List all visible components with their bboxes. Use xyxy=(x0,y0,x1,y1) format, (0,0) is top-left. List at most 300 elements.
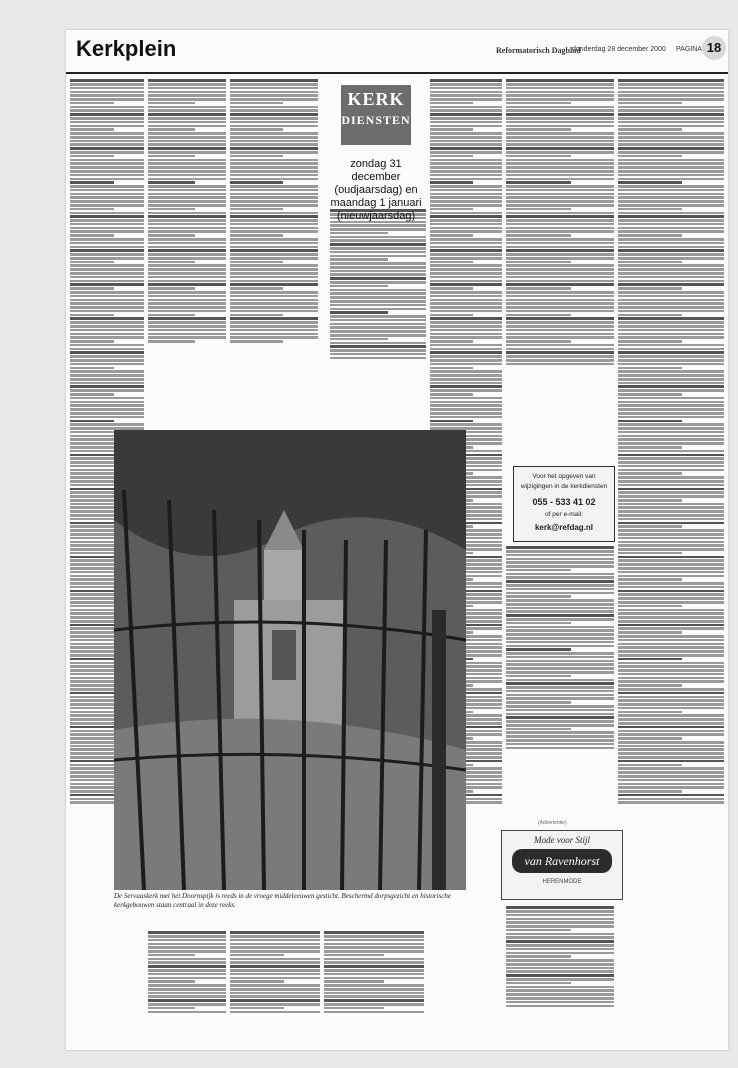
text-line xyxy=(430,246,502,249)
text-line xyxy=(430,336,502,339)
text-line xyxy=(506,181,571,184)
text-line xyxy=(148,958,226,961)
text-line xyxy=(70,219,144,222)
text-line xyxy=(230,91,318,94)
text-line xyxy=(330,258,388,261)
text-line xyxy=(148,272,226,275)
text-line xyxy=(618,571,724,574)
text-line xyxy=(618,718,724,721)
text-line xyxy=(506,986,614,989)
text-line xyxy=(618,212,724,215)
text-line xyxy=(330,296,426,299)
text-line xyxy=(148,257,226,260)
text-line xyxy=(148,242,226,245)
text-line xyxy=(230,94,318,97)
text-line xyxy=(230,246,318,249)
text-line xyxy=(506,106,614,109)
text-line xyxy=(618,242,724,245)
text-line xyxy=(148,193,226,196)
text-line xyxy=(430,295,502,298)
text-line xyxy=(230,329,318,332)
text-line xyxy=(506,170,614,173)
text-line xyxy=(506,128,571,131)
text-line xyxy=(70,408,144,411)
text-line xyxy=(330,251,426,254)
text-line xyxy=(70,658,114,661)
text-line xyxy=(230,113,318,116)
text-line xyxy=(506,355,614,358)
text-line xyxy=(430,234,473,237)
notice-email: kerk@refdag.nl xyxy=(534,523,594,532)
text-line xyxy=(430,143,502,146)
text-line xyxy=(506,200,614,203)
text-line xyxy=(330,353,426,356)
text-line xyxy=(506,109,614,112)
text-line xyxy=(430,412,502,415)
text-line xyxy=(618,480,724,483)
text-line xyxy=(506,948,614,951)
text-line xyxy=(506,720,614,723)
text-line xyxy=(230,98,318,101)
text-line xyxy=(618,382,724,385)
text-line xyxy=(506,963,614,966)
text-line xyxy=(430,121,502,124)
text-line xyxy=(148,109,226,112)
text-line xyxy=(506,633,614,636)
text-line xyxy=(506,595,571,598)
advertisement-label: (Advertentie) xyxy=(538,820,567,826)
text-line xyxy=(70,181,114,184)
text-line xyxy=(506,302,614,305)
text-line xyxy=(70,283,144,286)
text-line xyxy=(148,291,226,294)
text-line xyxy=(70,306,144,309)
section-title: Kerkplein xyxy=(76,36,177,61)
text-line xyxy=(506,136,614,139)
text-line xyxy=(330,277,426,280)
text-line xyxy=(148,1011,226,1014)
text-line xyxy=(148,287,195,290)
text-line xyxy=(70,98,144,101)
text-line xyxy=(618,215,724,218)
text-line xyxy=(430,223,502,226)
text-line xyxy=(430,185,502,188)
text-line xyxy=(506,648,571,651)
text-line xyxy=(70,208,114,211)
text-line xyxy=(506,249,614,252)
text-line xyxy=(618,147,724,150)
text-line xyxy=(618,722,724,725)
listing-column-3 xyxy=(230,78,318,428)
text-line xyxy=(70,605,114,608)
text-line xyxy=(230,317,318,320)
text-line xyxy=(430,283,502,286)
page-header xyxy=(66,30,728,74)
text-line xyxy=(430,212,502,215)
text-line xyxy=(230,314,283,317)
text-line xyxy=(618,612,724,615)
text-line xyxy=(506,1001,614,1004)
text-line xyxy=(618,552,682,555)
text-line xyxy=(148,200,226,203)
text-line xyxy=(506,626,614,629)
text-line xyxy=(230,174,318,177)
text-line xyxy=(618,340,682,343)
text-line xyxy=(430,215,502,218)
text-line xyxy=(230,958,320,961)
text-line xyxy=(618,280,724,283)
text-line xyxy=(506,162,614,165)
text-line xyxy=(618,397,724,400)
text-line xyxy=(506,959,614,962)
text-line xyxy=(618,261,682,264)
text-line xyxy=(506,697,614,700)
text-line xyxy=(506,351,614,354)
text-line xyxy=(506,921,614,924)
text-line xyxy=(618,631,682,634)
text-line xyxy=(330,247,426,250)
text-line xyxy=(230,166,318,169)
text-line xyxy=(618,616,724,619)
text-line xyxy=(70,204,144,207)
text-line xyxy=(148,128,195,131)
text-line xyxy=(618,306,724,309)
text-line xyxy=(618,714,724,717)
text-line xyxy=(618,246,724,249)
text-line xyxy=(430,385,502,388)
text-line xyxy=(324,965,424,968)
text-line xyxy=(618,635,724,638)
text-line xyxy=(148,136,226,139)
text-line xyxy=(618,756,724,759)
text-line xyxy=(70,295,144,298)
text-line xyxy=(618,650,724,653)
text-line xyxy=(506,291,614,294)
text-line xyxy=(70,325,144,328)
text-line xyxy=(148,931,226,934)
text-line xyxy=(506,641,614,644)
text-line xyxy=(148,132,226,135)
text-line xyxy=(430,132,502,135)
text-line xyxy=(506,174,614,177)
text-line xyxy=(70,412,144,415)
text-line xyxy=(70,336,144,339)
text-line xyxy=(618,109,724,112)
text-line xyxy=(506,561,614,564)
text-line xyxy=(618,435,724,438)
text-line xyxy=(618,506,724,509)
text-line xyxy=(506,208,571,211)
text-line xyxy=(148,117,226,120)
text-line xyxy=(70,314,114,317)
text-line xyxy=(506,584,614,587)
text-line xyxy=(148,314,195,317)
text-line xyxy=(70,370,144,373)
text-line xyxy=(148,261,195,264)
text-line xyxy=(230,980,284,983)
text-line xyxy=(430,174,502,177)
text-line xyxy=(430,299,502,302)
text-line xyxy=(148,988,226,991)
text-line xyxy=(230,208,283,211)
text-line xyxy=(430,242,502,245)
text-line xyxy=(148,1003,226,1006)
text-line xyxy=(70,385,144,388)
text-line xyxy=(230,272,318,275)
text-line xyxy=(70,711,114,714)
text-line xyxy=(618,677,724,680)
text-line xyxy=(506,675,571,678)
text-line xyxy=(506,219,614,222)
text-line xyxy=(618,767,724,770)
text-line xyxy=(148,321,226,324)
text-line xyxy=(506,98,614,101)
text-line xyxy=(330,239,426,242)
text-line xyxy=(230,181,283,184)
text-line xyxy=(330,315,426,318)
text-line xyxy=(506,1005,614,1008)
text-line xyxy=(70,272,144,275)
text-line xyxy=(330,319,426,322)
text-line xyxy=(148,174,226,177)
text-line xyxy=(618,113,724,116)
text-line xyxy=(70,155,114,158)
text-line xyxy=(70,246,144,249)
text-line xyxy=(70,166,144,169)
listing-column-6c xyxy=(506,905,614,1040)
text-line xyxy=(70,416,144,419)
text-line xyxy=(618,733,724,736)
text-line xyxy=(230,121,318,124)
text-line xyxy=(618,454,724,457)
text-line xyxy=(506,121,614,124)
text-line xyxy=(618,355,724,358)
text-line xyxy=(618,367,682,370)
text-line xyxy=(430,249,502,252)
text-line xyxy=(430,253,502,256)
text-line xyxy=(148,159,226,162)
text-line xyxy=(324,1003,424,1006)
church-fence-illustration xyxy=(114,430,466,890)
text-line xyxy=(506,102,571,105)
text-line xyxy=(324,992,424,995)
text-line xyxy=(430,208,473,211)
text-line xyxy=(506,317,614,320)
text-line xyxy=(618,578,682,581)
text-line xyxy=(618,283,724,286)
text-line xyxy=(506,143,614,146)
text-line xyxy=(430,196,502,199)
text-line xyxy=(230,261,283,264)
text-line xyxy=(506,329,614,332)
text-line xyxy=(618,143,724,146)
text-line xyxy=(618,684,682,687)
text-line xyxy=(148,1007,195,1010)
text-line xyxy=(618,696,724,699)
text-line xyxy=(506,592,614,595)
text-line xyxy=(430,359,502,362)
text-line xyxy=(506,227,614,230)
text-line xyxy=(148,102,195,105)
text-line xyxy=(330,285,388,288)
text-line xyxy=(324,1007,384,1010)
text-line xyxy=(148,98,226,101)
text-line xyxy=(230,946,320,949)
text-line xyxy=(618,446,682,449)
text-line xyxy=(230,132,318,135)
text-line xyxy=(506,242,614,245)
listing-column-bottom-1 xyxy=(148,930,226,1040)
text-line xyxy=(506,929,571,932)
text-line xyxy=(230,302,318,305)
text-line xyxy=(148,212,226,215)
text-line xyxy=(148,276,226,279)
text-line xyxy=(618,404,724,407)
text-line xyxy=(506,558,614,561)
text-line xyxy=(506,914,614,917)
text-line xyxy=(506,716,614,719)
text-line xyxy=(230,204,318,207)
text-line xyxy=(506,978,614,981)
text-line xyxy=(618,159,724,162)
text-line xyxy=(230,336,318,339)
text-line xyxy=(230,280,318,283)
text-line xyxy=(618,730,724,733)
text-line xyxy=(618,155,682,158)
text-line xyxy=(506,314,571,317)
text-line xyxy=(506,91,614,94)
text-line xyxy=(618,401,724,404)
text-line xyxy=(70,102,114,105)
text-line xyxy=(430,193,502,196)
text-line xyxy=(618,491,724,494)
text-line xyxy=(148,984,226,987)
notice-line-2: wijzigingen in de kerkdiensten xyxy=(520,483,608,490)
text-line xyxy=(230,242,318,245)
text-line xyxy=(618,794,724,797)
text-line xyxy=(70,170,144,173)
text-line xyxy=(618,102,682,105)
text-line xyxy=(430,393,473,396)
text-line xyxy=(70,196,144,199)
text-line xyxy=(618,590,724,593)
text-line xyxy=(618,476,724,479)
text-line xyxy=(430,367,473,370)
text-line xyxy=(230,253,318,256)
text-line xyxy=(506,178,614,181)
text-line xyxy=(618,174,724,177)
text-line xyxy=(618,779,724,782)
text-line xyxy=(506,652,614,655)
text-line xyxy=(618,268,724,271)
text-line xyxy=(506,940,614,943)
text-line xyxy=(70,280,144,283)
text-line xyxy=(148,268,226,271)
text-line xyxy=(148,185,226,188)
text-line xyxy=(506,739,614,742)
text-line xyxy=(618,790,682,793)
text-line xyxy=(430,128,473,131)
text-line xyxy=(430,230,502,233)
text-line xyxy=(506,933,614,936)
text-line xyxy=(506,125,614,128)
text-line xyxy=(618,223,724,226)
text-line xyxy=(230,193,318,196)
text-line xyxy=(430,238,502,241)
text-line xyxy=(324,1011,424,1014)
text-line xyxy=(230,321,318,324)
text-line xyxy=(506,724,614,727)
text-line xyxy=(148,215,226,218)
text-line xyxy=(430,389,502,392)
text-line xyxy=(618,348,724,351)
text-line xyxy=(430,147,502,150)
text-line xyxy=(618,408,724,411)
text-line xyxy=(430,314,473,317)
text-line xyxy=(148,155,195,158)
text-line xyxy=(230,988,320,991)
text-line xyxy=(330,300,426,303)
text-line xyxy=(506,340,571,343)
listing-column-4 xyxy=(330,208,426,408)
text-line xyxy=(230,306,318,309)
text-line xyxy=(70,397,144,400)
text-line xyxy=(618,378,724,381)
text-line xyxy=(330,338,388,341)
text-line xyxy=(70,193,144,196)
text-line xyxy=(430,109,502,112)
text-line xyxy=(506,87,614,90)
text-line xyxy=(148,306,226,309)
notice-box xyxy=(513,466,615,542)
text-line xyxy=(430,227,502,230)
text-line xyxy=(324,943,424,946)
text-line xyxy=(70,499,114,502)
text-line xyxy=(506,140,614,143)
text-line xyxy=(618,680,724,683)
text-line xyxy=(148,143,226,146)
text-line xyxy=(618,136,724,139)
text-line xyxy=(148,969,226,972)
text-line xyxy=(148,227,226,230)
text-line xyxy=(230,276,318,279)
text-line xyxy=(70,147,144,150)
text-line xyxy=(430,264,502,267)
text-line xyxy=(230,992,320,995)
text-line xyxy=(430,276,502,279)
text-line xyxy=(430,261,473,264)
text-line xyxy=(506,83,614,86)
text-line xyxy=(70,185,144,188)
text-line xyxy=(618,801,724,804)
text-line xyxy=(230,943,320,946)
text-line xyxy=(618,548,724,551)
text-line xyxy=(506,656,614,659)
text-line xyxy=(230,162,318,165)
text-line xyxy=(430,170,502,173)
text-line xyxy=(230,189,318,192)
text-line xyxy=(70,393,114,396)
text-line xyxy=(430,416,502,419)
text-line xyxy=(230,234,283,237)
text-line xyxy=(430,151,502,154)
text-line xyxy=(506,155,571,158)
text-line xyxy=(618,321,724,324)
text-line xyxy=(230,230,318,233)
text-line xyxy=(70,790,114,793)
text-line xyxy=(70,125,144,128)
text-line xyxy=(230,984,320,987)
